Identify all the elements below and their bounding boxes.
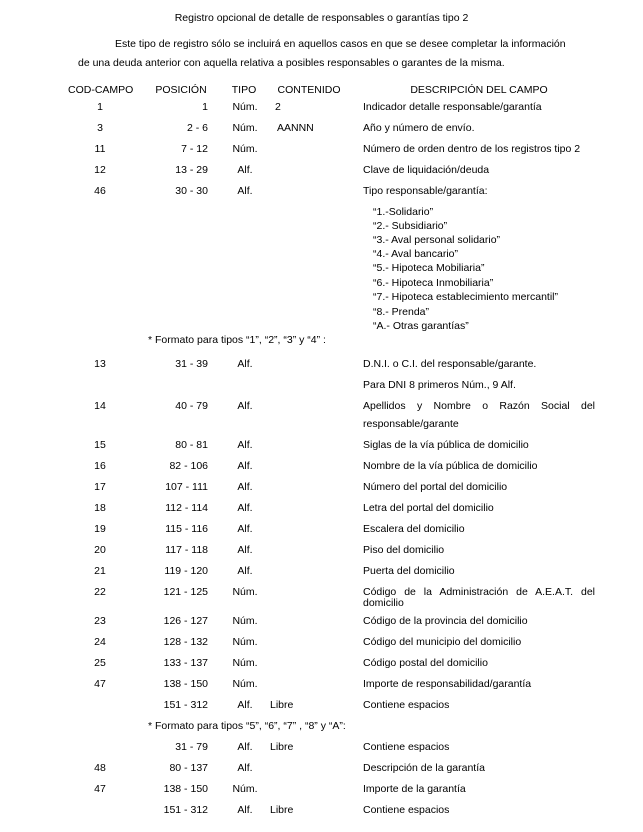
cell-tipo: Alf. xyxy=(237,544,253,556)
header-contenido: CONTENIDO xyxy=(277,84,341,96)
document-title: Registro opcional de detalle de responsables o garantías tipo 2 xyxy=(174,12,469,24)
cell-desc: Escalera del domicilio xyxy=(363,523,465,535)
cell-desc-line-2: domicilio xyxy=(363,597,404,609)
cell-tipo: Núm. xyxy=(232,636,258,648)
cell-tipo: Núm. xyxy=(232,122,258,134)
cell-contenido: Libre xyxy=(270,741,294,753)
cell-contenido: 2 xyxy=(275,101,281,113)
cell-pos: 40 - 79 xyxy=(175,400,208,412)
cell-tipo: Núm. xyxy=(232,143,258,155)
cell-pos: 151 - 312 xyxy=(163,699,208,711)
cell-pos: 115 - 116 xyxy=(165,523,208,535)
cell-cod: 13 xyxy=(94,358,106,370)
cell-desc-line-1: Apellidos y Nombre o Razón Social del xyxy=(363,400,595,412)
cell-desc: Indicador detalle responsable/garantía xyxy=(363,101,542,113)
cell-desc: D.N.I. o C.I. del responsable/garante. xyxy=(363,358,537,370)
cell-tipo: Núm. xyxy=(232,586,258,598)
format-heading-2: * Formato para tipos “5”, “6”, “7” , “8” y “A”: xyxy=(148,720,346,732)
header-tipo: TIPO xyxy=(231,84,257,96)
cell-cod: 15 xyxy=(94,439,106,451)
cell-cod: 22 xyxy=(94,586,106,598)
cell-pos: 119 - 120 xyxy=(164,565,208,577)
cell-cod: 18 xyxy=(94,502,106,514)
cell-pos: 138 - 150 xyxy=(163,783,208,795)
cell-desc: Código de la provincia del domicilio xyxy=(363,615,528,627)
cell-desc: Importe de responsabilidad/garantía xyxy=(363,678,532,690)
cell-tipo: Núm. xyxy=(232,657,258,669)
cell-cod: 16 xyxy=(94,460,106,472)
cell-desc: Puerta del domicilio xyxy=(363,565,455,577)
cell-cod: 48 xyxy=(94,762,106,774)
cell-tipo: Alf. xyxy=(237,358,253,370)
cell-tipo: Alf. xyxy=(237,439,253,451)
list-item: “4.- Aval bancario” xyxy=(373,248,459,260)
cell-desc: Nombre de la vía pública de domicilio xyxy=(363,460,538,472)
cell-tipo: Alf. xyxy=(237,804,253,816)
cell-pos: 107 - 111 xyxy=(165,481,208,493)
cell-tipo: Alf. xyxy=(237,400,253,412)
cell-pos: 31 - 79 xyxy=(175,741,208,753)
cell-pos: 133 - 137 xyxy=(163,657,208,669)
cell-cod: 46 xyxy=(94,185,106,197)
list-item: “3.- Aval personal solidario” xyxy=(373,234,501,246)
cell-tipo: Núm. xyxy=(232,678,258,690)
cell-desc: Número del portal del domicilio xyxy=(363,481,508,493)
cell-pos: 126 - 127 xyxy=(163,615,208,627)
cell-pos: 138 - 150 xyxy=(163,678,208,690)
cell-pos: 31 - 39 xyxy=(175,358,208,370)
cell-pos: 30 - 30 xyxy=(175,185,208,197)
cell-desc: Descripción de la garantía xyxy=(363,762,485,774)
cell-desc-line-2: responsable/garante xyxy=(363,418,459,430)
cell-tipo: Núm. xyxy=(232,783,258,795)
cell-cod: 47 xyxy=(94,678,106,690)
cell-cod: 21 xyxy=(94,565,106,577)
cell-cod: 1 xyxy=(97,101,103,113)
cell-desc: Contiene espacios xyxy=(363,804,450,816)
cell-tipo: Alf. xyxy=(237,460,253,472)
cell-tipo: Alf. xyxy=(237,565,253,577)
cell-pos: 112 - 114 xyxy=(165,502,208,514)
cell-desc: Contiene espacios xyxy=(363,699,450,711)
cell-tipo: Alf. xyxy=(237,185,253,197)
cell-desc: Piso del domicilio xyxy=(363,544,445,556)
cell-cod: 3 xyxy=(97,122,103,134)
cell-cod: 25 xyxy=(94,657,106,669)
cell-desc: Número de orden dentro de los registros tipo 2 xyxy=(363,143,581,155)
cell-desc-line-1: Código de la Administración de A.E.A.T. del xyxy=(363,586,595,598)
cell-cod: 12 xyxy=(94,164,106,176)
cell-pos: 151 - 312 xyxy=(163,804,208,816)
cell-cod: 20 xyxy=(94,544,106,556)
cell-tipo: Alf. xyxy=(237,741,253,753)
cell-tipo: Alf. xyxy=(237,164,253,176)
cell-tipo: Alf. xyxy=(237,523,253,535)
header-posicion: POSICIÓN xyxy=(155,84,207,96)
cell-cod: 23 xyxy=(94,615,106,627)
cell-pos: 82 - 106 xyxy=(169,460,208,472)
intro-line-2: de una deuda anterior con aquella relativa a posibles responsables o garantes de la misma. xyxy=(78,57,505,69)
cell-pos: 1 xyxy=(202,101,208,113)
header-cod-campo: COD-CAMPO xyxy=(68,84,134,96)
cell-cod: 19 xyxy=(94,523,106,535)
cell-tipo: Alf. xyxy=(237,481,253,493)
cell-pos: 121 - 125 xyxy=(163,586,208,598)
cell-cod: 14 xyxy=(94,400,106,412)
cell-desc: Código del municipio del domicilio xyxy=(363,636,522,648)
list-item: “1.-Solidario” xyxy=(373,206,434,218)
cell-cod: 17 xyxy=(94,481,106,493)
cell-tipo: Núm. xyxy=(232,615,258,627)
cell-pos: 2 - 6 xyxy=(186,122,208,134)
cell-tipo: Alf. xyxy=(237,502,253,514)
cell-pos: 7 - 12 xyxy=(181,143,208,155)
cell-contenido: AANNN xyxy=(277,122,314,134)
cell-pos: 13 - 29 xyxy=(175,164,208,176)
cell-tipo: Núm. xyxy=(232,101,258,113)
cell-desc: Importe de la garantía xyxy=(363,783,466,795)
list-item: “2.- Subsidiario” xyxy=(373,220,448,232)
format-heading-1: * Formato para tipos “1”, “2”, “3” y “4” : xyxy=(148,334,326,346)
cell-contenido: Libre xyxy=(270,699,294,711)
cell-desc: Para DNI 8 primeros Núm., 9 Alf. xyxy=(363,379,516,391)
list-item: “7.- Hipoteca establecimiento mercantil” xyxy=(373,291,558,303)
cell-pos: 128 - 132 xyxy=(163,636,208,648)
list-item: “8.- Prenda” xyxy=(373,306,430,318)
cell-cod: 11 xyxy=(94,143,106,155)
cell-desc: Año y número de envío. xyxy=(363,122,475,134)
cell-cod: 24 xyxy=(94,636,106,648)
cell-desc: Siglas de la vía pública de domicilio xyxy=(363,439,529,451)
cell-pos: 80 - 81 xyxy=(175,439,208,451)
intro-line-1: Este tipo de registro sólo se incluirá en aquellos casos en que se desee completar la información xyxy=(115,38,566,50)
list-item: “A.- Otras garantías” xyxy=(373,320,469,332)
header-descripcion: DESCRIPCIÓN DEL CAMPO xyxy=(410,84,548,96)
list-item: “5.- Hipoteca Mobiliaria” xyxy=(373,262,485,274)
cell-desc: Letra del portal del domicilio xyxy=(363,502,494,514)
cell-desc: Clave de liquidación/deuda xyxy=(363,164,490,176)
cell-desc: Contiene espacios xyxy=(363,741,450,753)
list-item: “6.- Hipoteca Inmobiliaria” xyxy=(373,277,494,289)
cell-pos: 117 - 118 xyxy=(165,544,208,556)
cell-tipo: Alf. xyxy=(237,762,253,774)
cell-contenido: Libre xyxy=(270,804,294,816)
cell-cod: 47 xyxy=(94,783,106,795)
cell-tipo: Alf. xyxy=(237,699,253,711)
cell-pos: 80 - 137 xyxy=(169,762,208,774)
cell-desc: Código postal del domicilio xyxy=(363,657,488,669)
cell-desc: Tipo responsable/garantía: xyxy=(363,185,488,197)
